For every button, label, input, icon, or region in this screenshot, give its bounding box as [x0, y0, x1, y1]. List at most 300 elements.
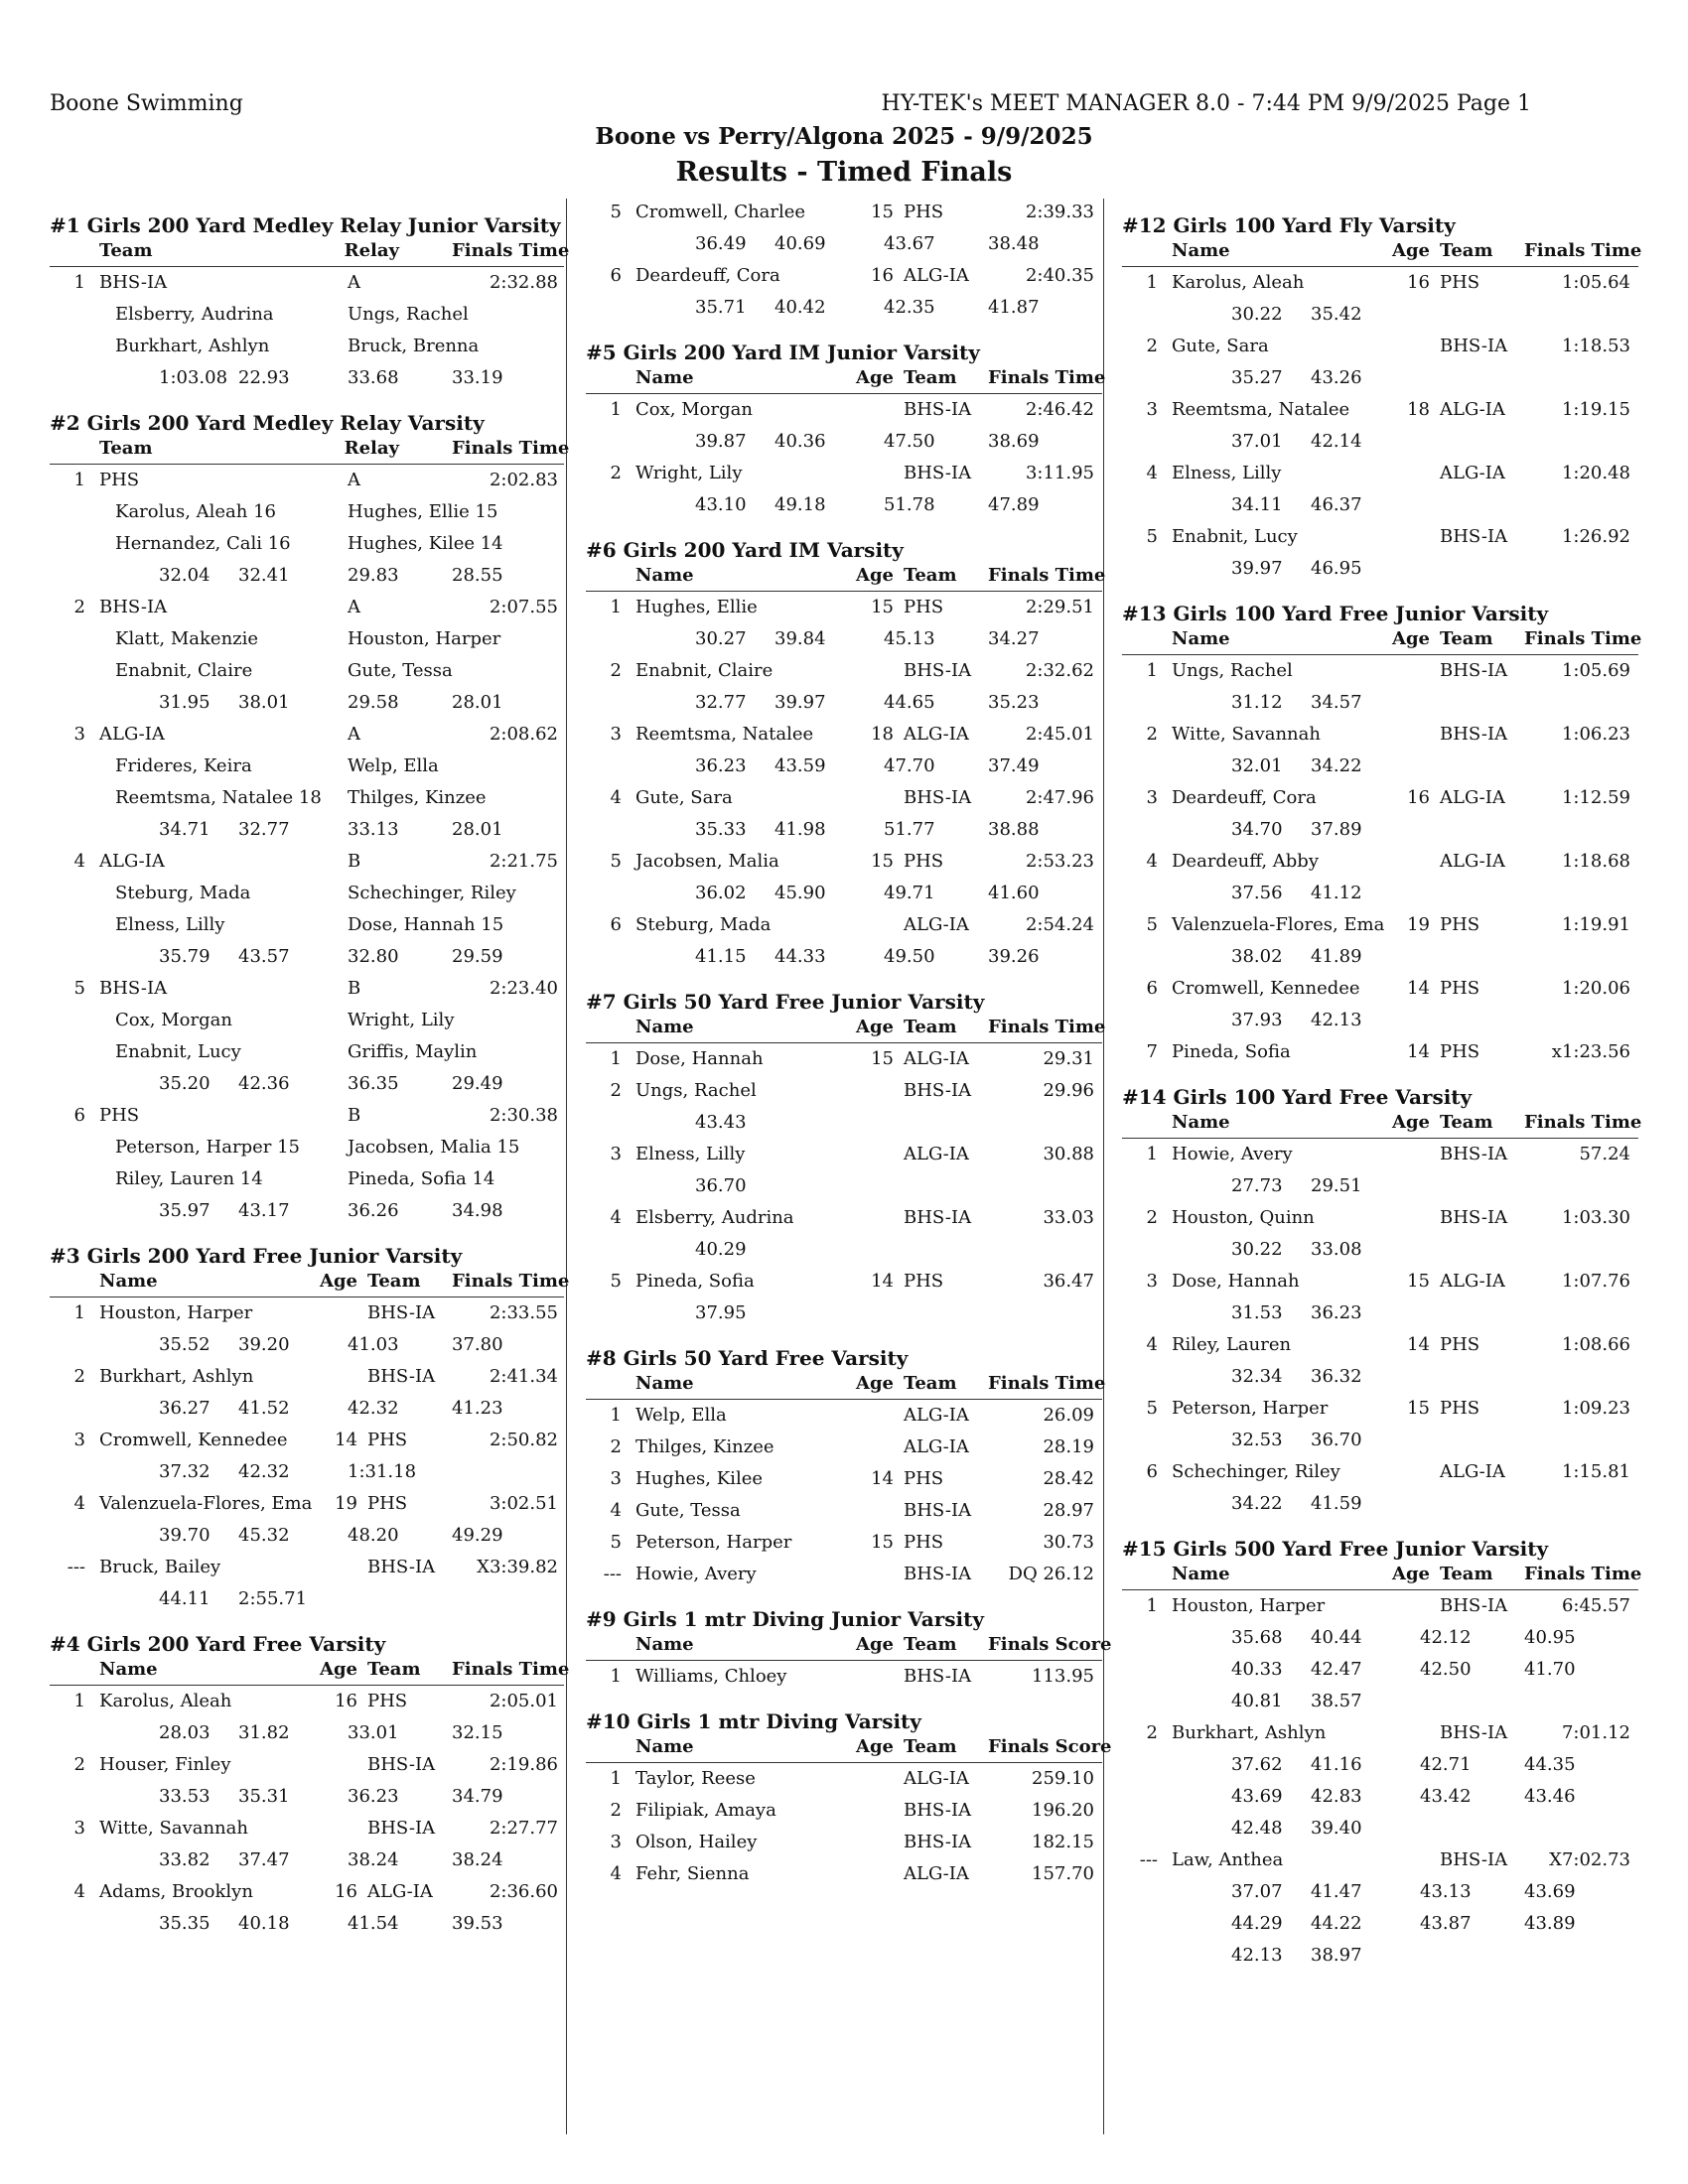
swimmer-name: Frideres, Keira	[115, 755, 252, 776]
split-row	[50, 1068, 564, 1100]
result-row	[50, 1686, 564, 1717]
split-time: 38.97	[1311, 1945, 1362, 1966]
place: 3	[1146, 787, 1158, 808]
result-row	[1122, 1329, 1638, 1361]
split-row	[586, 489, 1102, 521]
finals-time: 2:23.40	[489, 978, 558, 999]
column-header: Finals Time	[452, 438, 570, 459]
result-row	[50, 1813, 564, 1844]
swimmer-name: Klatt, Makenzie	[115, 628, 259, 649]
team: BHS-IA	[1440, 1595, 1508, 1616]
split-time: 38.24	[348, 1849, 399, 1870]
team: BHS-IA	[1440, 1207, 1508, 1228]
place: 5	[1146, 914, 1158, 935]
place: 2	[610, 660, 622, 681]
swimmer-name: Houston, Harper	[348, 628, 501, 649]
finals-time: 1:09.23	[1561, 1398, 1630, 1419]
swimmer-name: Elness, Lilly	[115, 914, 225, 935]
finals-time: 2:45.01	[1025, 724, 1094, 745]
split-time: 29.58	[348, 692, 399, 713]
split-row	[50, 560, 564, 592]
split-time: 35.52	[159, 1334, 211, 1355]
swimmer-name: Deardeuff, Abby	[1172, 851, 1319, 872]
swimmer-name: Elness, Lilly	[1172, 463, 1282, 483]
place: 5	[1146, 526, 1158, 547]
split-time: 40.36	[774, 431, 826, 452]
result-row	[1122, 1717, 1638, 1749]
split-row	[586, 941, 1102, 973]
finals-time: 259.10	[1032, 1768, 1094, 1789]
finals-time: x1:23.56	[1551, 1041, 1630, 1062]
place: 3	[610, 1468, 622, 1489]
split-time: 34.22	[1311, 755, 1362, 776]
place: 4	[610, 1863, 622, 1884]
split-row	[1122, 1361, 1638, 1393]
split-time: 43.43	[695, 1112, 747, 1133]
result-row	[1122, 1202, 1638, 1234]
split-time: 38.57	[1311, 1691, 1362, 1711]
relay-swimmers-row	[50, 751, 564, 782]
split-time: 40.29	[695, 1239, 747, 1260]
event-block	[50, 410, 570, 1227]
relay-letter: A	[348, 470, 360, 490]
team: PHS	[1440, 1334, 1480, 1355]
relay-letter: A	[348, 272, 360, 293]
result-row	[586, 592, 1102, 623]
swimmer-name: Hughes, Kilee 14	[348, 533, 503, 554]
split-time: 35.31	[238, 1786, 290, 1807]
finals-time: 2:02.83	[489, 470, 558, 490]
swimmer-name: Witte, Savannah	[99, 1818, 248, 1839]
swimmer-name: Karolus, Aleah	[1172, 272, 1305, 293]
finals-time: 1:07.76	[1561, 1271, 1630, 1292]
column-header: Name	[635, 1634, 694, 1655]
relay-swimmers-row	[50, 655, 564, 687]
team: ALG-IA	[1440, 1271, 1505, 1292]
column-header-row	[586, 1017, 1106, 1043]
team: BHS-IA	[1440, 1849, 1508, 1870]
split-time: 43.59	[774, 755, 826, 776]
swimmer-name: Hughes, Ellie	[635, 597, 758, 617]
split-row	[1122, 299, 1638, 331]
split-time: 28.55	[452, 565, 503, 586]
split-row	[50, 814, 564, 846]
split-row	[50, 1393, 564, 1425]
split-time: 44.35	[1524, 1754, 1576, 1775]
column-header: Age	[855, 367, 894, 388]
split-time: 41.15	[695, 946, 747, 967]
finals-time: 3:11.95	[1025, 463, 1094, 483]
column-header: Name	[635, 367, 694, 388]
finals-time: 2:33.55	[489, 1302, 558, 1323]
split-time: 34.57	[1311, 692, 1362, 713]
result-row	[1122, 1456, 1638, 1488]
split-time: 33.13	[348, 819, 399, 840]
split-time: 36.02	[695, 883, 747, 903]
split-time: 40.42	[774, 297, 826, 318]
split-time: 42.32	[348, 1398, 399, 1419]
place: 6	[610, 914, 622, 935]
split-row	[1122, 1940, 1638, 1972]
swimmer-name: Steburg, Mada	[115, 883, 251, 903]
relay-swimmers-row	[50, 1036, 564, 1068]
place: 3	[610, 724, 622, 745]
column-header: Team	[99, 240, 153, 261]
team: BHS-IA	[367, 1557, 436, 1577]
column-header: Name	[1172, 240, 1230, 261]
team: BHS-IA	[904, 1207, 972, 1228]
result-row	[50, 465, 564, 496]
team: PHS	[1440, 914, 1480, 935]
event-block	[1122, 1536, 1642, 1972]
finals-time: 2:36.60	[489, 1881, 558, 1902]
swimmer-name: Dose, Hannah	[1172, 1271, 1300, 1292]
relay-swimmers-row	[50, 1163, 564, 1195]
swimmer-name: Wright, Lily	[635, 463, 743, 483]
split-time: 41.89	[1311, 946, 1362, 967]
team: BHS-IA	[99, 272, 168, 293]
column-header: Age	[1391, 240, 1430, 261]
relay-swimmers-row	[50, 1005, 564, 1036]
event-title: #4 Girls 200 Yard Free Varsity	[50, 1632, 386, 1656]
split-time: 42.36	[238, 1073, 290, 1094]
split-time: 40.33	[1231, 1659, 1283, 1680]
split-time: 48.20	[348, 1525, 399, 1546]
column-header-row	[586, 367, 1106, 394]
result-row	[1122, 394, 1638, 426]
column-header: Age	[1391, 1564, 1430, 1584]
split-time: 22.93	[238, 367, 290, 388]
swimmer-name: Valenzuela-Flores, Ema	[1172, 914, 1385, 935]
split-time: 33.08	[1311, 1239, 1362, 1260]
team: PHS	[904, 202, 944, 222]
split-time: 42.48	[1231, 1818, 1283, 1839]
place: 2	[610, 1800, 622, 1821]
result-row	[586, 1795, 1102, 1827]
place: 2	[1146, 336, 1158, 356]
swimmer-name: Hughes, Ellie 15	[348, 501, 498, 522]
column-header-row	[50, 240, 570, 267]
swimmer-name: Bruck, Bailey	[99, 1557, 221, 1577]
finals-time: 1:20.48	[1561, 463, 1630, 483]
swimmer-name: Pineda, Sofia	[1172, 1041, 1291, 1062]
split-time: 45.90	[774, 883, 826, 903]
place: 4	[1146, 851, 1158, 872]
place: ---	[67, 1557, 85, 1577]
place: 5	[610, 1532, 622, 1553]
result-row	[586, 719, 1102, 751]
column-header: Age	[855, 1373, 894, 1394]
place: 3	[1146, 1271, 1158, 1292]
age: 15	[871, 851, 894, 872]
split-row	[1122, 1234, 1638, 1266]
team: PHS	[904, 597, 944, 617]
result-row	[586, 394, 1102, 426]
column-header: Age	[1391, 628, 1430, 649]
age: 14	[335, 1430, 357, 1450]
result-row	[586, 1661, 1102, 1693]
age: 16	[871, 265, 894, 286]
column-header: Team	[1440, 628, 1493, 649]
split-time: 49.18	[774, 494, 826, 515]
split-time: 44.22	[1311, 1913, 1362, 1934]
place: 4	[610, 1500, 622, 1521]
split-time: 37.47	[238, 1849, 290, 1870]
swimmer-name: Pineda, Sofia	[635, 1271, 755, 1292]
result-row	[1122, 846, 1638, 878]
relay-swimmers-row	[50, 878, 564, 909]
column-header: Name	[1172, 628, 1230, 649]
split-row	[1122, 1813, 1638, 1844]
split-time: 42.47	[1311, 1659, 1362, 1680]
split-time: 36.35	[348, 1073, 399, 1094]
swimmer-name: Reemtsma, Natalee	[635, 724, 814, 745]
result-row	[586, 1075, 1102, 1107]
split-time: 34.98	[452, 1200, 503, 1221]
split-time: 47.70	[884, 755, 935, 776]
team: PHS	[1440, 978, 1480, 999]
swimmer-name: Welp, Ella	[348, 755, 439, 776]
swimmer-name: Fehr, Sienna	[635, 1863, 750, 1884]
swimmer-name: Burkhart, Ashlyn	[1172, 1722, 1327, 1743]
result-row	[1122, 655, 1638, 687]
finals-time: 2:40.35	[1025, 265, 1094, 286]
event-block	[1122, 1084, 1642, 1520]
column-header: Age	[855, 565, 894, 586]
column-header-row	[50, 1271, 570, 1297]
split-time: 35.20	[159, 1073, 211, 1094]
split-time: 43.69	[1524, 1881, 1576, 1902]
finals-time: 2:30.38	[489, 1105, 558, 1126]
result-row	[50, 1876, 564, 1908]
split-row	[1122, 1170, 1638, 1202]
team: PHS	[904, 1532, 944, 1553]
swimmer-name: Elsberry, Audrina	[115, 304, 274, 325]
result-row	[50, 267, 564, 299]
swimmer-name: Howie, Avery	[635, 1564, 757, 1584]
split-time: 29.51	[1311, 1175, 1362, 1196]
team: BHS-IA	[367, 1302, 436, 1323]
split-time: 40.95	[1524, 1627, 1576, 1648]
column-header: Age	[855, 1017, 894, 1037]
swimmer-name: Peterson, Harper 15	[115, 1137, 300, 1158]
place: ---	[1139, 1849, 1158, 1870]
swimmer-name: Ungs, Rachel	[1172, 660, 1293, 681]
event-title: #2 Girls 200 Yard Medley Relay Varsity	[50, 411, 485, 435]
team: ALG-IA	[904, 1405, 969, 1426]
swimmer-name: Ungs, Rachel	[348, 304, 469, 325]
event-block	[586, 197, 1102, 324]
split-time: 39.97	[1231, 558, 1283, 579]
finals-time: 7:01.12	[1561, 1722, 1630, 1743]
event-title: #15 Girls 500 Yard Free Junior Varsity	[1122, 1537, 1549, 1561]
team: ALG-IA	[904, 1436, 969, 1457]
swimmer-name: Riley, Lauren	[1172, 1334, 1292, 1355]
result-row	[586, 1043, 1102, 1075]
age: 14	[871, 1468, 894, 1489]
split-row	[50, 687, 564, 719]
place: 1	[610, 597, 622, 617]
result-row	[1122, 909, 1638, 941]
result-row	[586, 1202, 1102, 1234]
swimmer-name: Ungs, Rachel	[635, 1080, 757, 1101]
split-time: 28.03	[159, 1722, 211, 1743]
finals-time: 2:53.23	[1025, 851, 1094, 872]
split-time: 36.23	[1311, 1302, 1362, 1323]
team: BHS-IA	[1440, 660, 1508, 681]
team: ALG-IA	[1440, 787, 1505, 808]
split-row	[1122, 814, 1638, 846]
team: PHS	[367, 1493, 408, 1514]
result-row	[1122, 973, 1638, 1005]
result-row	[586, 846, 1102, 878]
swimmer-name: Dose, Hannah	[635, 1048, 764, 1069]
event-block	[1122, 212, 1642, 585]
place: 1	[610, 1405, 622, 1426]
place: 2	[73, 597, 85, 617]
result-row	[586, 1559, 1102, 1590]
split-row	[1122, 489, 1638, 521]
split-time: 36.23	[348, 1786, 399, 1807]
column-header-row	[1122, 1112, 1642, 1139]
split-time: 32.41	[238, 565, 290, 586]
column-header: Age	[319, 1271, 357, 1292]
swimmer-name: Hughes, Kilee	[635, 1468, 764, 1489]
split-time: 41.12	[1311, 883, 1362, 903]
event-block	[586, 989, 1106, 1329]
split-row	[50, 1717, 564, 1749]
team: ALG-IA	[99, 851, 165, 872]
finals-time: 2:21.75	[489, 851, 558, 872]
column-header: Finals Time	[988, 367, 1106, 388]
finals-time: 30.73	[1043, 1532, 1094, 1553]
column-divider	[1103, 199, 1104, 2134]
split-time: 43.10	[695, 494, 747, 515]
swimmer-name: Bruck, Brenna	[348, 336, 480, 356]
split-time: 31.53	[1231, 1302, 1283, 1323]
place: 4	[1146, 1334, 1158, 1355]
team: BHS-IA	[99, 597, 168, 617]
finals-time: 1:03.30	[1561, 1207, 1630, 1228]
finals-time: X3:39.82	[477, 1557, 558, 1577]
result-row	[586, 197, 1102, 228]
split-time: 39.20	[238, 1334, 290, 1355]
split-time: 41.47	[1311, 1881, 1362, 1902]
split-time: 42.50	[1420, 1659, 1472, 1680]
split-row	[586, 687, 1102, 719]
finals-time: 2:07.55	[489, 597, 558, 617]
split-time: 41.60	[988, 883, 1040, 903]
split-time: 35.97	[159, 1200, 211, 1221]
split-time: 35.68	[1231, 1627, 1283, 1648]
event-title: #12 Girls 100 Yard Fly Varsity	[1122, 213, 1456, 237]
team: ALG-IA	[904, 914, 969, 935]
finals-time: 2:39.33	[1025, 202, 1094, 222]
split-row	[1122, 941, 1638, 973]
result-row	[50, 1488, 564, 1520]
split-time: 36.49	[695, 233, 747, 254]
column-header: Finals Score	[988, 1736, 1112, 1757]
event-title: #6 Girls 200 Yard IM Varsity	[586, 538, 904, 562]
swimmer-name: Houston, Harper	[1172, 1595, 1326, 1616]
split-time: 49.29	[452, 1525, 503, 1546]
event-title: #13 Girls 100 Yard Free Junior Varsity	[1122, 602, 1549, 625]
split-time: 38.88	[988, 819, 1040, 840]
split-time: 35.71	[695, 297, 747, 318]
split-row	[1122, 1781, 1638, 1813]
event-title: #8 Girls 50 Yard Free Varsity	[586, 1346, 909, 1370]
split-row	[50, 941, 564, 973]
place: 1	[1146, 1595, 1158, 1616]
place: 4	[1146, 463, 1158, 483]
split-time: 44.29	[1231, 1913, 1283, 1934]
split-time: 41.98	[774, 819, 826, 840]
place: 5	[610, 1271, 622, 1292]
split-time: 33.53	[159, 1786, 211, 1807]
split-time: 37.32	[159, 1461, 211, 1482]
split-row	[1122, 1425, 1638, 1456]
team: BHS-IA	[904, 1666, 972, 1687]
swimmer-name: Thilges, Kinzee	[635, 1436, 774, 1457]
column-header-row	[50, 1659, 570, 1686]
result-row	[50, 1297, 564, 1329]
swimmer-name: Houser, Finley	[99, 1754, 231, 1775]
column-header: Finals Time	[988, 1017, 1106, 1037]
finals-time: 26.09	[1043, 1405, 1094, 1426]
swimmer-name: Pineda, Sofia 14	[348, 1168, 495, 1189]
split-time: 43.13	[1420, 1881, 1472, 1902]
age: 15	[1407, 1398, 1430, 1419]
column-header: Team	[904, 1634, 957, 1655]
age: 15	[1407, 1271, 1430, 1292]
finals-time: 113.95	[1032, 1666, 1094, 1687]
place: ---	[603, 1564, 622, 1584]
event-title: #9 Girls 1 mtr Diving Junior Varsity	[586, 1607, 984, 1631]
split-time: 36.26	[348, 1200, 399, 1221]
results-column-2	[586, 197, 1112, 1904]
place: 1	[73, 470, 85, 490]
split-time: 51.77	[884, 819, 935, 840]
place: 5	[1146, 1398, 1158, 1419]
split-time: 40.69	[774, 233, 826, 254]
split-row	[1122, 1005, 1638, 1036]
event-block	[50, 1243, 570, 1615]
result-row	[1122, 1266, 1638, 1297]
split-time: 40.44	[1311, 1627, 1362, 1648]
team: BHS-IA	[1440, 336, 1508, 356]
swimmer-name: Dose, Hannah 15	[348, 914, 504, 935]
place: 5	[610, 202, 622, 222]
result-row	[586, 1400, 1102, 1432]
result-row	[1122, 1393, 1638, 1425]
place: 1	[73, 1302, 85, 1323]
finals-time: 30.88	[1043, 1144, 1094, 1164]
column-header: Name	[635, 1017, 694, 1037]
split-row	[1122, 1686, 1638, 1717]
finals-time: 1:05.64	[1561, 272, 1630, 293]
split-row	[586, 1170, 1102, 1202]
team: ALG-IA	[1440, 1461, 1505, 1482]
split-time: 44.65	[884, 692, 935, 713]
team: BHS-IA	[904, 1080, 972, 1101]
team: BHS-IA	[904, 787, 972, 808]
team: ALG-IA	[904, 1863, 969, 1884]
swimmer-name: Reemtsma, Natalee	[1172, 399, 1350, 420]
finals-time: 2:46.42	[1025, 399, 1094, 420]
split-row	[586, 1107, 1102, 1139]
result-row	[50, 846, 564, 878]
finals-time: 28.42	[1043, 1468, 1094, 1489]
